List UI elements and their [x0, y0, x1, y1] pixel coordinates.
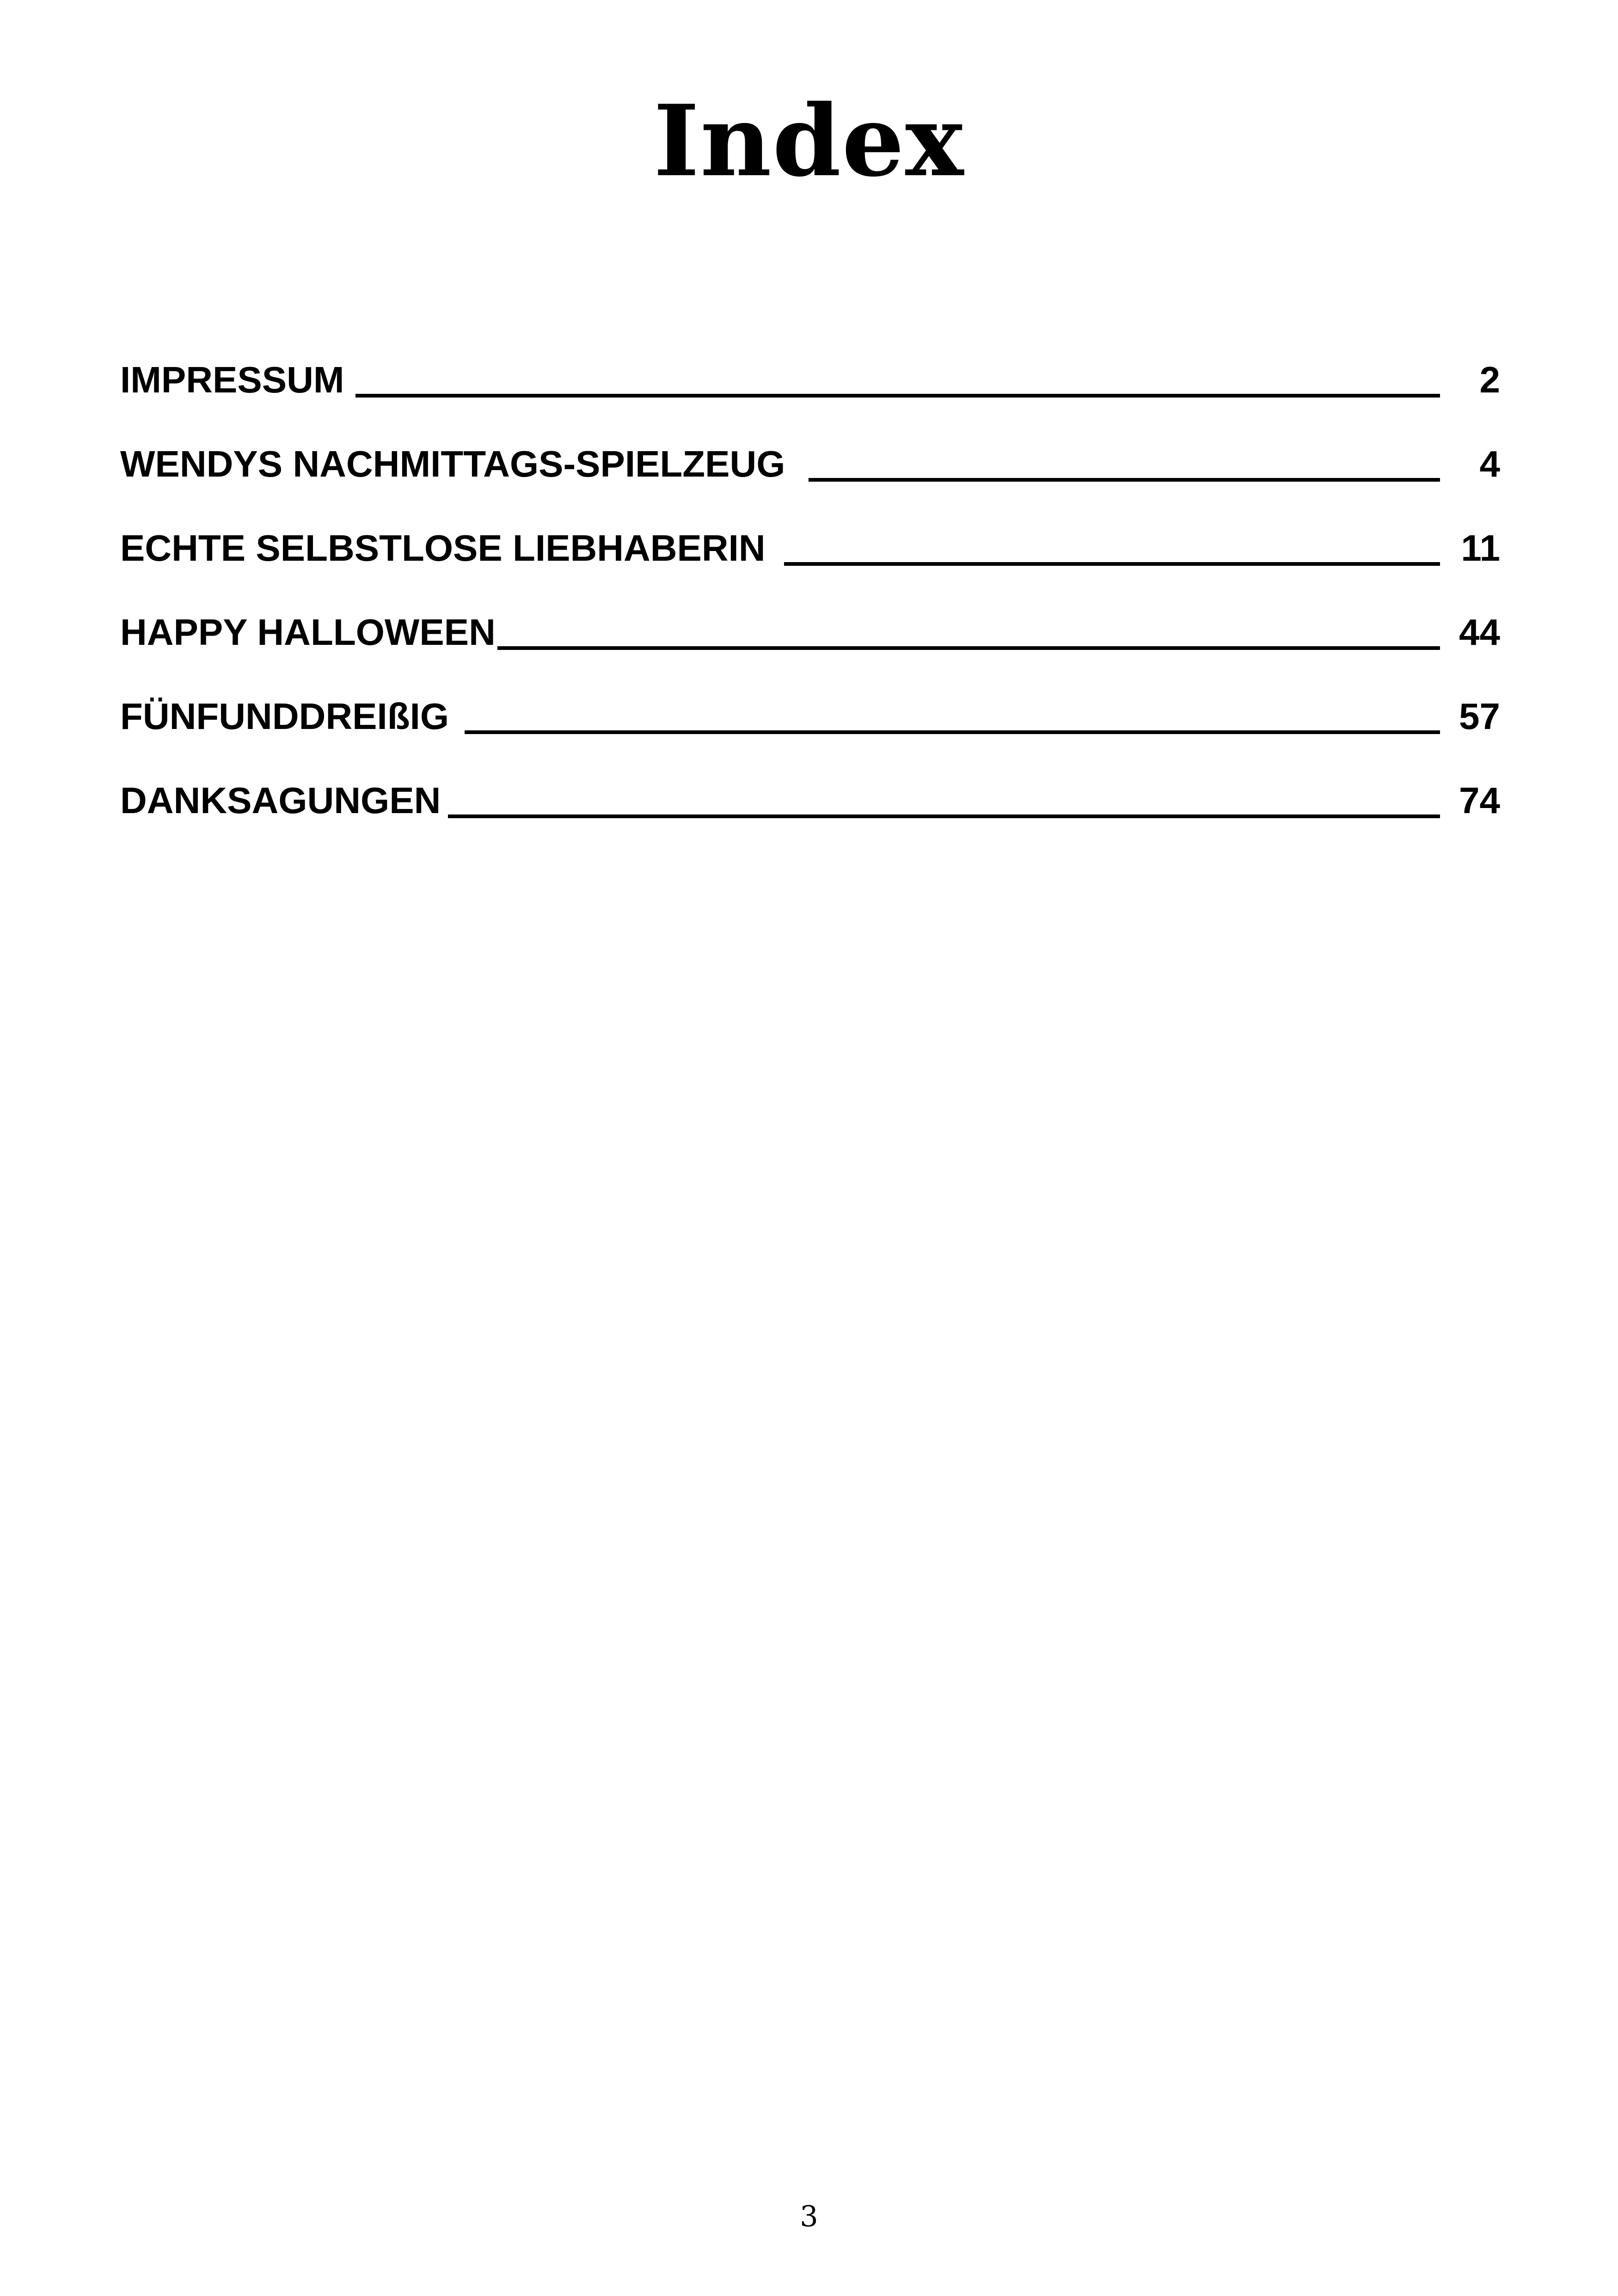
toc-entry-label: HAPPY HALLOWEEN [120, 612, 496, 653]
toc-entry-page: 4 [1479, 443, 1500, 484]
toc-entry-wendys-nachmittags-spielzeug[interactable] [120, 408, 1500, 492]
toc-entry-page: 74 [1459, 780, 1500, 821]
toc-leader-line [497, 646, 1440, 650]
toc-entry-page: 57 [1459, 696, 1500, 737]
toc-leader-line [809, 478, 1440, 482]
toc-entry-label: WENDYS NACHMITTAGS-SPIELZEUG [120, 443, 785, 484]
page-number: 3 [800, 2199, 818, 2233]
toc-entry-label: FÜNFUNDDREIßIG [120, 696, 449, 737]
toc-entry-danksagungen[interactable] [120, 744, 1500, 828]
toc-leader-line [448, 814, 1440, 818]
toc-leader-line [355, 394, 1440, 398]
page-title: Index [653, 83, 965, 198]
toc-entry-label: IMPRESSUM [120, 359, 344, 400]
toc-entry-label: DANKSAGUNGEN [120, 780, 441, 821]
toc-entry-label: ECHTE SELBSTLOSE LIEBHABERIN [120, 527, 766, 569]
toc-entry-happy-halloween[interactable] [120, 576, 1500, 660]
toc-leader-line [465, 730, 1440, 734]
toc-entry-page: 44 [1459, 612, 1500, 653]
table-of-contents [120, 324, 1500, 828]
toc-leader-line [784, 562, 1440, 566]
toc-entry-impressum[interactable] [120, 324, 1500, 408]
toc-entry-echte-selbstlose-liebhaberin[interactable] [120, 492, 1500, 576]
toc-entry-fuenfunddreissig[interactable] [120, 660, 1500, 744]
toc-entry-page: 11 [1461, 527, 1500, 569]
toc-entry-page: 2 [1479, 359, 1500, 400]
